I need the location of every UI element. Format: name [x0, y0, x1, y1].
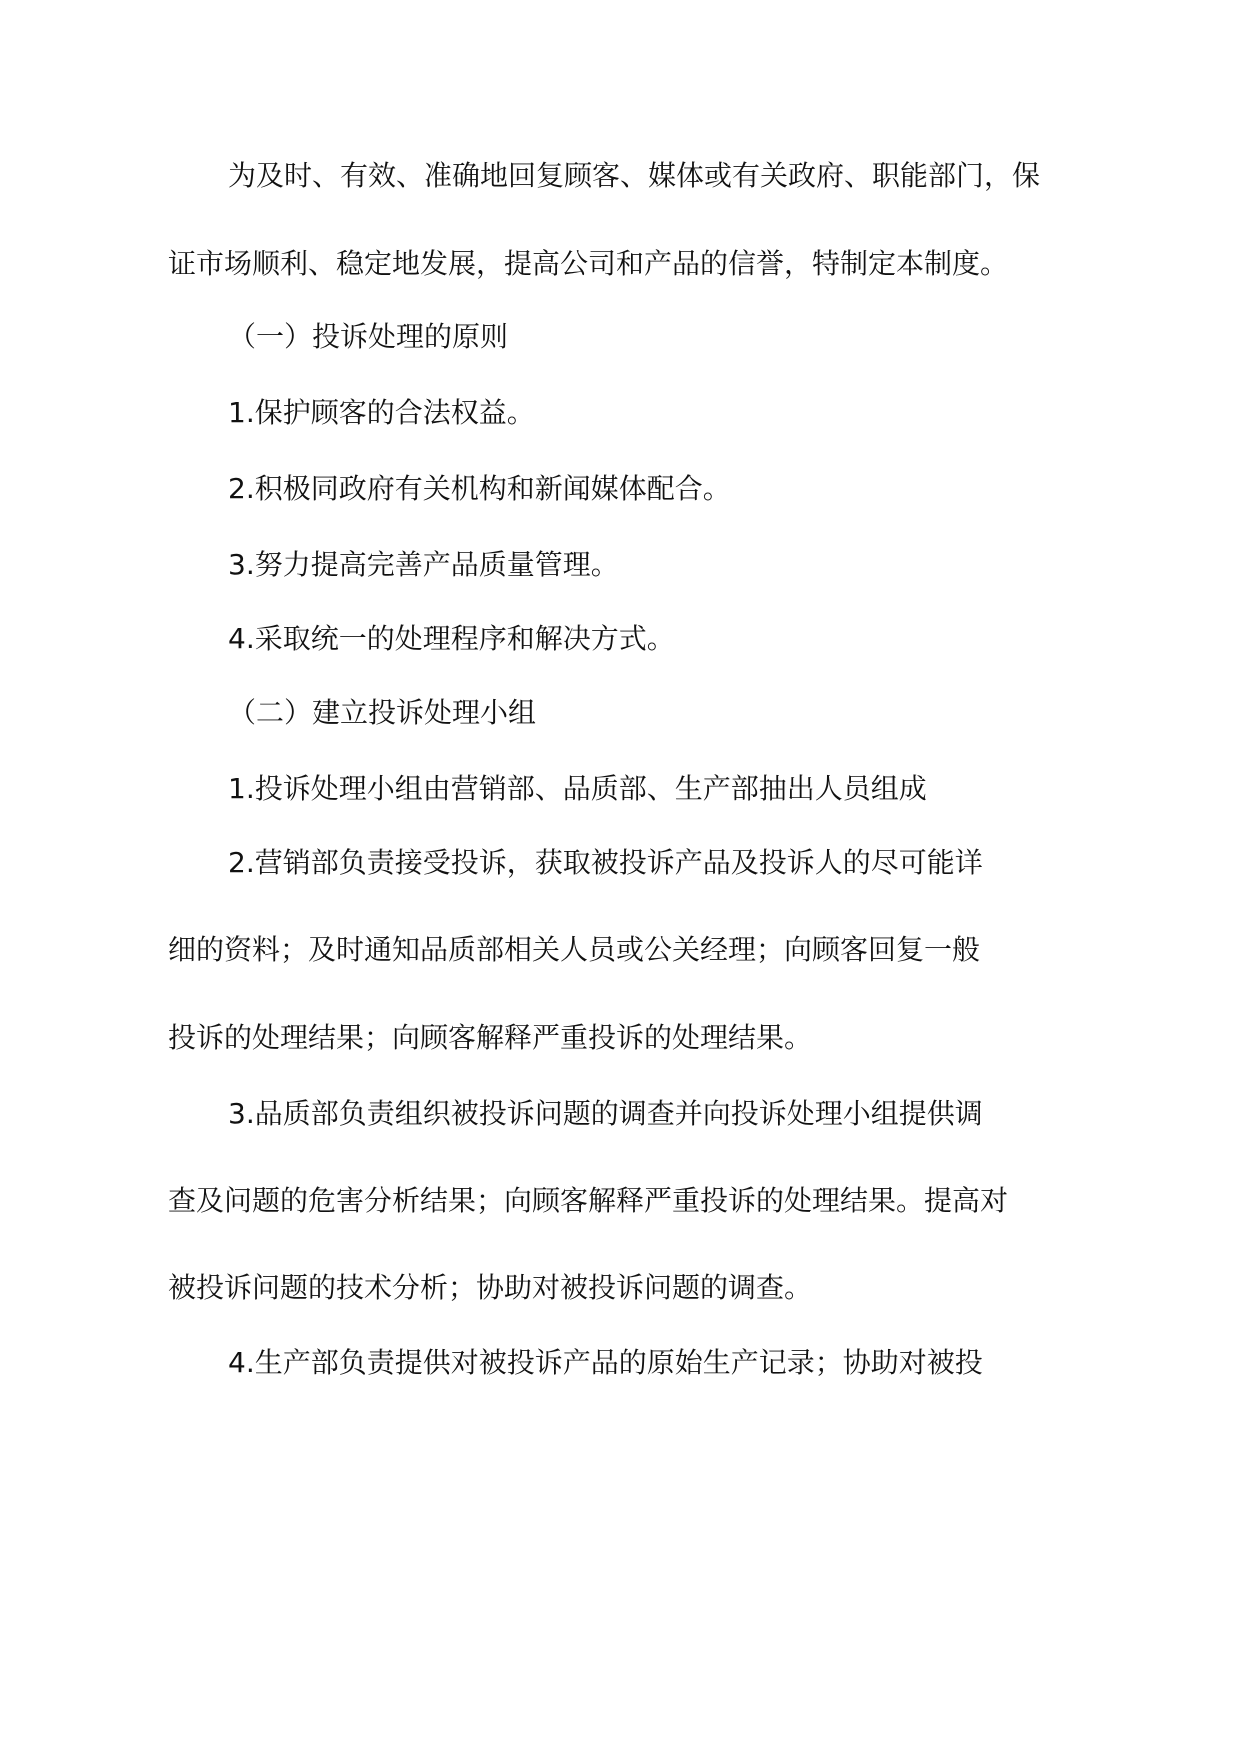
- paragraph-intro-line-2: 证市场顺利、稳定地发展，提高公司和产品的信誉，特制定本制度。: [168, 247, 1009, 280]
- group-item-2-line-2: 细的资料；及时通知品质部相关人员或公关经理；向顾客回复一般: [168, 933, 981, 966]
- group-item-3-line-3: 被投诉问题的技术分析；协助对被投诉问题的调查。: [168, 1271, 813, 1304]
- group-item-3-line-1: 3.品质部负责组织被投诉问题的调查并向投诉处理小组提供调: [228, 1097, 983, 1130]
- paragraph-intro-line-1: 为及时、有效、准确地回复顾客、媒体或有关政府、职能部门，保: [228, 159, 1041, 192]
- group-item-2-line-1: 2.营销部负责接受投诉，获取被投诉产品及投诉人的尽可能详: [228, 846, 983, 879]
- group-item-4-line-1: 4.生产部负责提供对被投诉产品的原始生产记录；协助对被投: [228, 1346, 983, 1379]
- group-item-2-line-3: 投诉的处理结果；向顾客解释严重投诉的处理结果。: [168, 1021, 813, 1054]
- section-heading-2: （二）建立投诉处理小组: [228, 696, 537, 729]
- principle-item-1: 1.保护顾客的合法权益。: [228, 396, 535, 429]
- principle-item-2: 2.积极同政府有关机构和新闻媒体配合。: [228, 472, 731, 505]
- group-item-3-line-2: 查及问题的危害分析结果；向顾客解释严重投诉的处理结果。提高对: [168, 1184, 1009, 1217]
- group-item-1: 1.投诉处理小组由营销部、品质部、生产部抽出人员组成: [228, 772, 927, 805]
- section-heading-1: （一）投诉处理的原则: [228, 320, 509, 353]
- principle-item-4: 4.采取统一的处理程序和解决方式。: [228, 622, 675, 655]
- principle-item-3: 3.努力提高完善产品质量管理。: [228, 548, 619, 581]
